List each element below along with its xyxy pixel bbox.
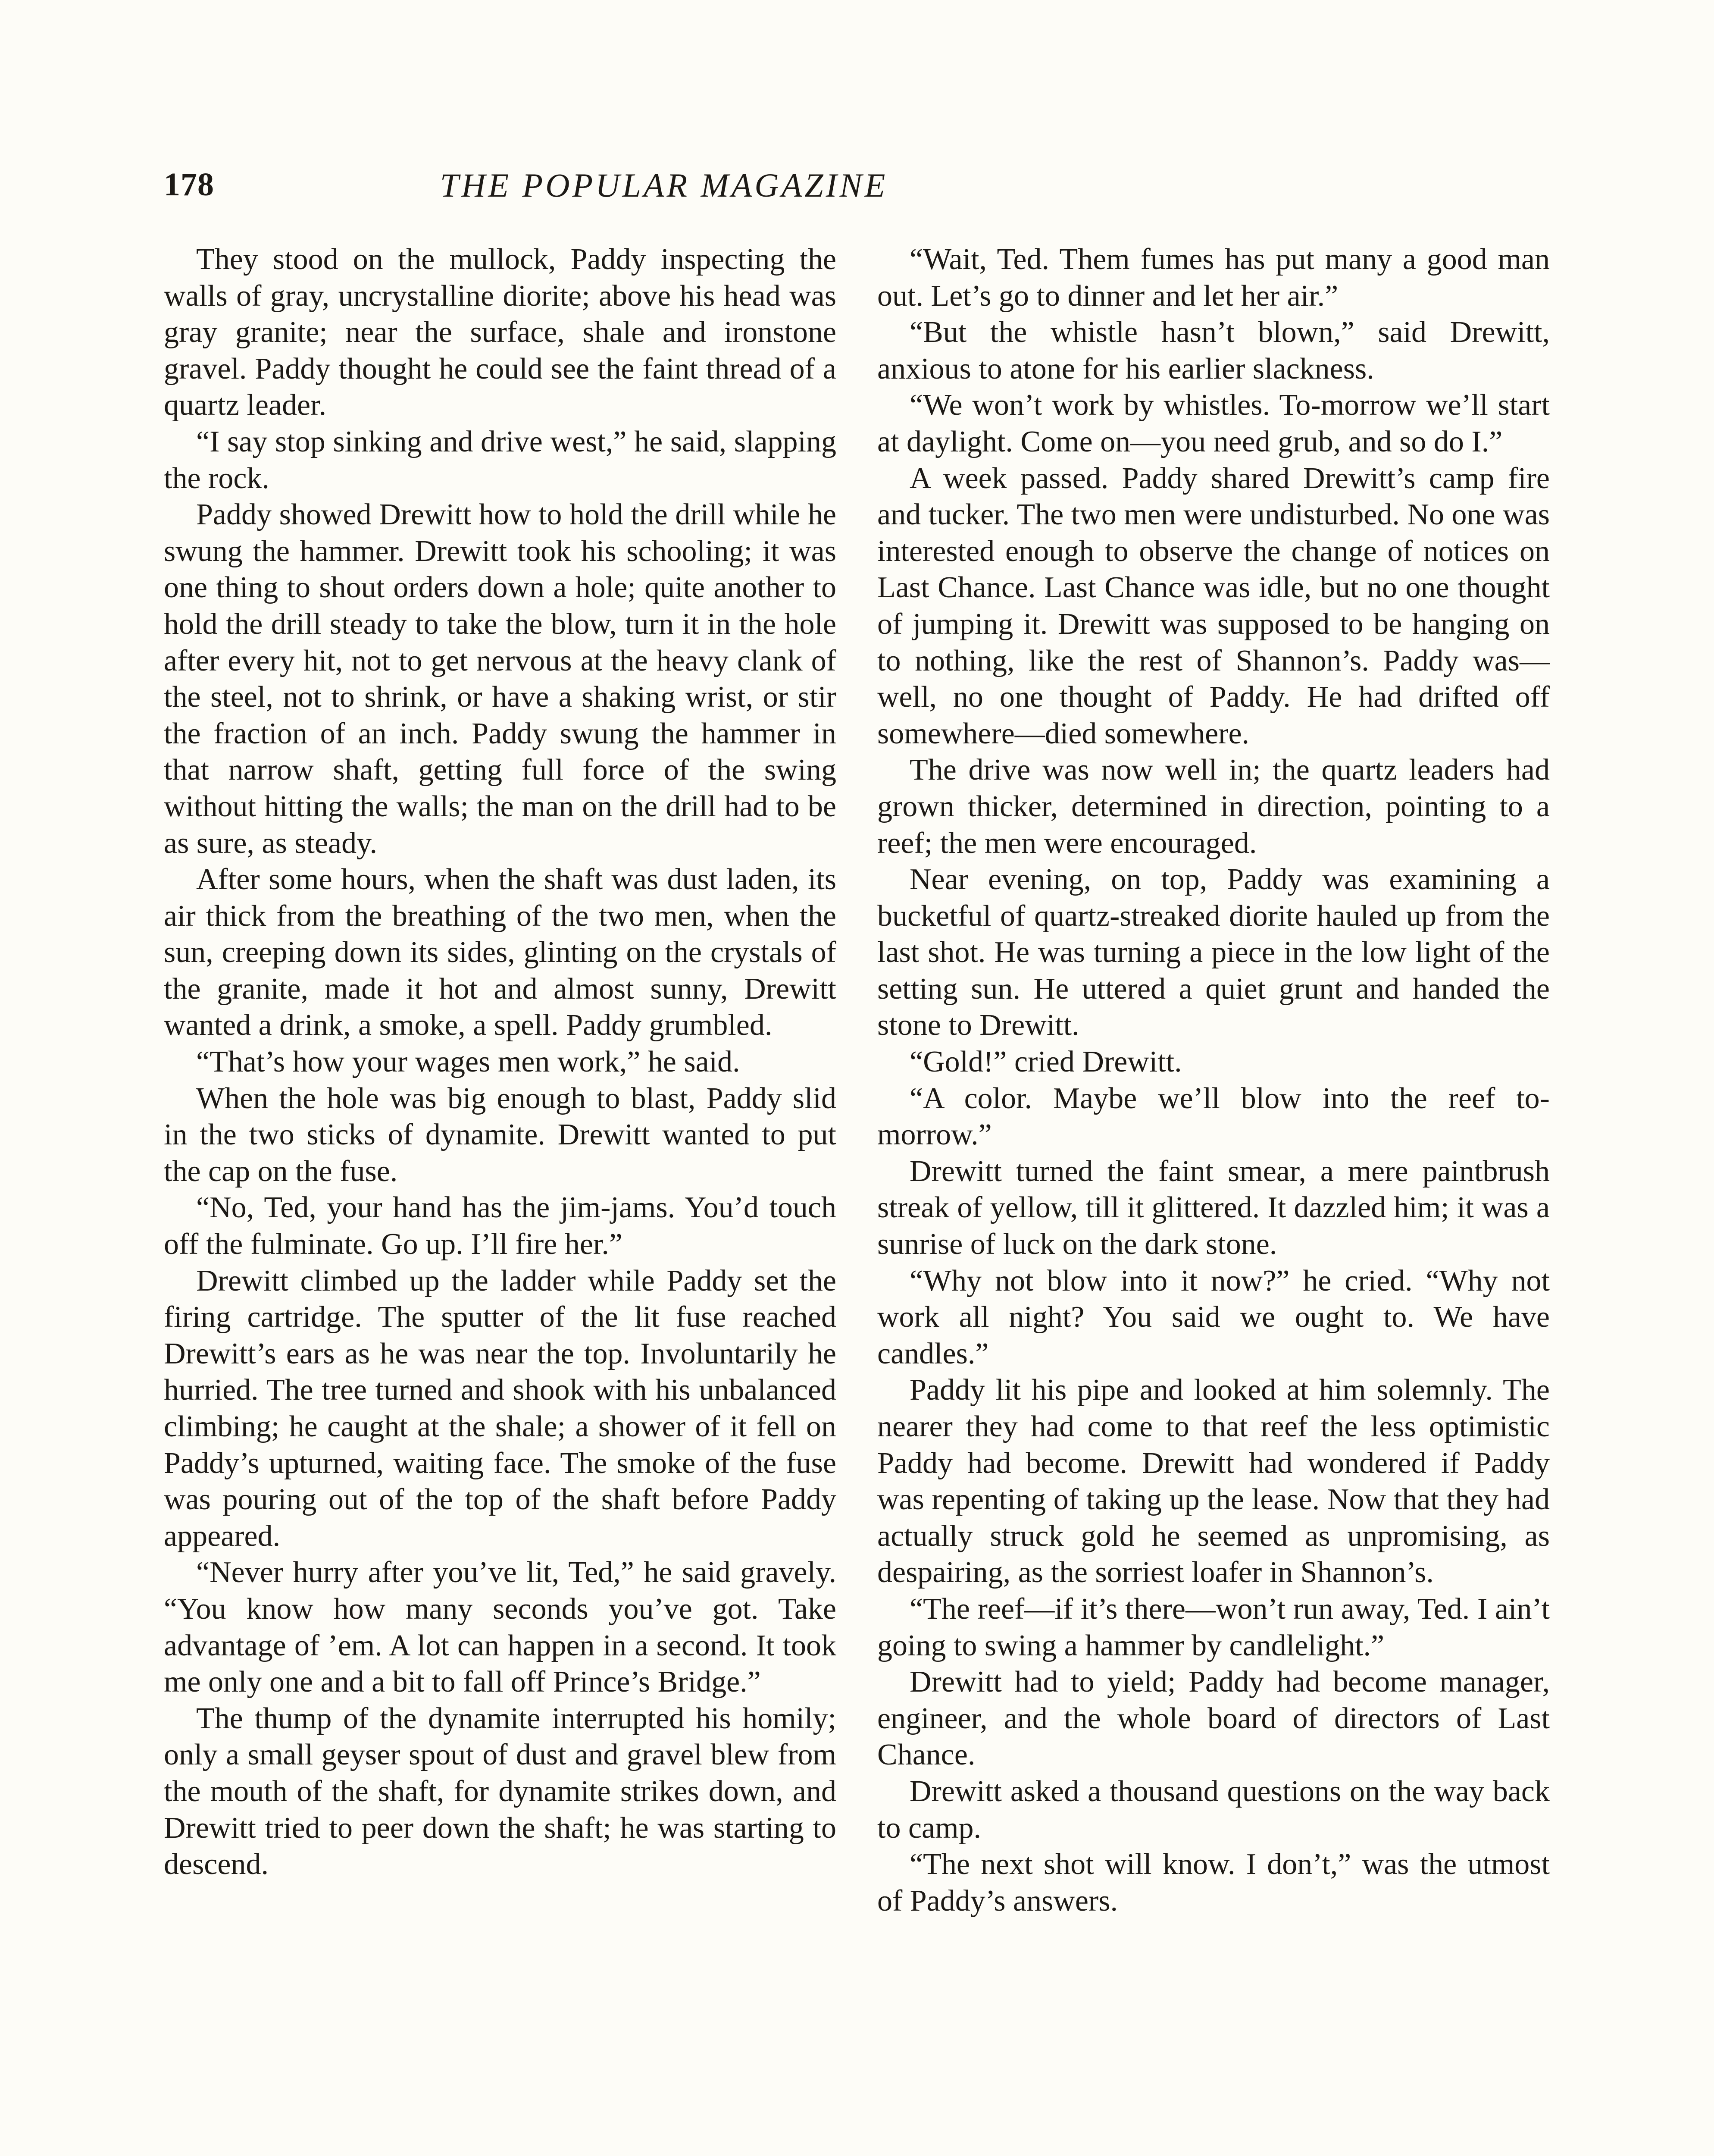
paragraph: “No, Ted, your hand has the jim-jams. You’d touch off the fulminate. Go up. I’ll fire her.” (164, 1191, 836, 1261)
paragraph: “Wait, Ted. Them fumes has put many a good man out. Let’s go to dinner and let her air.” (877, 243, 1550, 313)
paragraph: “I say stop sinking and drive west,” he said, slapping the rock. (164, 425, 836, 495)
paragraph: The thump of the dynamite interrupted his homily; only a small geyser spout of dust and gravel blew from the mouth of the shaft, for dynamite strikes down, and Drewitt tried to peer down the shaft; he was starting to descend. (164, 1702, 836, 1881)
paragraph: Drewitt climbed up the ladder while Paddy set the firing cartridge. The sputter of the lit fuse reached Drewitt’s ears as he was near the top. Involuntarily he hurried. The tree turned and shook with his unbalanced climbing; he caught at the shale; a shower of it fell on Paddy’s upturned, waiting face. The smoke of the fuse was pouring out of the top of the shaft before Paddy appeared. (164, 1264, 836, 1553)
paragraph: “But the whistle hasn’t blown,” said Drewitt, anxious to atone for his earlier slackness. (877, 316, 1550, 385)
paragraph: Paddy lit his pipe and looked at him solemnly. The nearer they had come to that reef the less optimistic Paddy had become. Drewitt had wondered if Paddy was repenting of taking up the lease. Now that they had actually struck gold he seemed as unpromising, as despairing, as the sorriest loafer in Shannon’s. (877, 1373, 1550, 1589)
paragraph: “The reef—if it’s there—won’t run away, Ted. I ain’t going to swing a hammer by candlelight.” (877, 1592, 1550, 1662)
paragraph: “Why not blow into it now?” he cried. “Why not work all night? You said we ought to. We have candles.” (877, 1264, 1550, 1370)
paragraph: “Gold!” cried Drewitt. (910, 1045, 1182, 1079)
paragraph: “The next shot will know. I don’t,” was the utmost of Paddy’s answers. (877, 1848, 1550, 1918)
paragraph: When the hole was big enough to blast, Paddy slid in the two sticks of dynamite. Drewitt wanted to put the cap on the fuse. (164, 1081, 836, 1188)
paragraph: Near evening, on top, Paddy was examining a bucketful of quartz-streaked diorite hauled up from the last shot. He was turning a piece in the low light of the setting sun. He uttered a quiet grunt and handed the stone to Drewitt. (877, 863, 1550, 1042)
paragraph: A week passed. Paddy shared Drewitt’s camp fire and tucker. The two men were undisturbed. No one was interested enough to observe the change of notices on Last Chance. Last Chance was idle, but no one thought of jumping it. Drewitt was supposed to be hanging on to nothing, like the rest of Shannon’s. Paddy was—well, no one thought of Paddy. He had drifted off somewhere—died somewhere. (877, 461, 1550, 750)
paragraph: “That’s how your wages men work,” he said. (196, 1045, 740, 1079)
paragraph: The drive was now well in; the quartz leaders had grown thicker, determined in direction, pointing to a reef; the men were encouraged. (877, 753, 1550, 860)
paragraph: They stood on the mullock, Paddy inspecting the walls of gray, uncrystalline diorite; above his head was gray granite; near the surface, shale and ironstone gravel. Paddy thought he could see the faint thread of a quartz leader. (164, 243, 836, 422)
paragraph: Drewitt asked a thousand questions on the way back to camp. (877, 1774, 1550, 1845)
left-column (164, 241, 836, 1883)
paragraph: Paddy showed Drewitt how to hold the drill while he swung the hammer. Drewitt took his schooling; it was one thing to shout orders down a hole; quite another to hold the drill steady to take the blow, turn it in the hole after every hit, not to get nervous at the heavy clank of the steel, not to shrink, or have a shaking wrist, or stir the fraction of an inch. Paddy swung the hammer in that narrow shaft, getting full force of the swing without hitting the walls; the man on the drill had to be as sure, as steady. (164, 498, 836, 860)
right-column (877, 241, 1550, 1919)
paragraph: Drewitt turned the faint smear, a mere paintbrush streak of yellow, till it glittered. It dazzled him; it was a sunrise of luck on the dark stone. (877, 1154, 1550, 1261)
paragraph: “Never hurry after you’ve lit, Ted,” he said gravely. “You know how many seconds you’ve got. Take advantage of ’em. A lot can happen in a second. It took me only one and a bit to fall off Prince’s Bridge.” (164, 1556, 836, 1699)
running-head: THE POPULAR MAGAZINE (440, 166, 888, 204)
paragraph: After some hours, when the shaft was dust laden, its air thick from the breathing of the two men, when the sun, creeping down its sides, glinting on the crystals of the granite, made it hot and almost sunny, Drewitt wanted a drink, a smoke, a spell. Paddy grumbled. (164, 863, 836, 1042)
paragraph: Drewitt had to yield; Paddy had become manager, engineer, and the whole board of directors of Last Chance. (877, 1665, 1550, 1772)
page-number: 178 (164, 166, 214, 203)
paragraph: “We won’t work by whistles. To-morrow we’ll start at daylight. Come on—you need grub, and so do I.” (877, 389, 1550, 458)
paragraph: “A color. Maybe we’ll blow into the reef to-morrow.” (877, 1081, 1550, 1152)
page-header (164, 166, 1164, 218)
